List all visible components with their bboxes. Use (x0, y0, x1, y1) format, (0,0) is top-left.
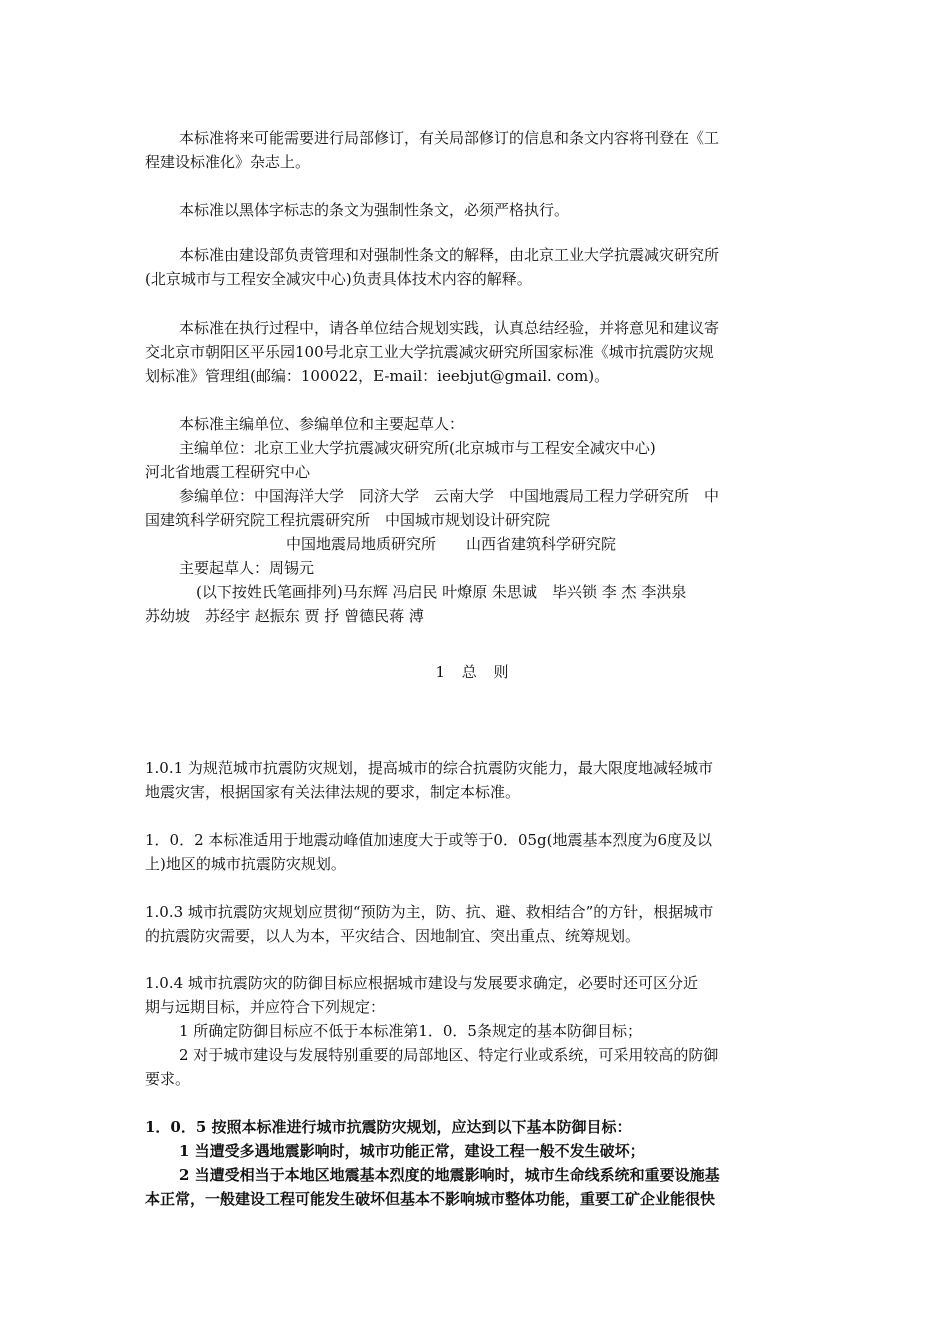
text-line: (以下按姓氏笔画排列)马东辉 冯启民 叶燎原 朱思诚 毕兴锁 李 杰 李洪泉 (196, 583, 687, 601)
text-line: 本标准以黑体字标志的条文为强制性条文，必须严格执行。 (179, 201, 570, 219)
text-line: 期与远期目标，并应符合下列规定： (145, 998, 386, 1016)
text-line: 河北省地震工程研究中心 (145, 463, 311, 481)
paragraph-mandatory (145, 198, 810, 222)
text-line: 要求。 (145, 1070, 191, 1088)
text-line: 苏幼坡 苏经宇 赵振东 贾 抒 曾德民蒋 溥 (145, 607, 424, 625)
text-line: 参编单位：中国海洋大学 同济大学 云南大学 中国地震局工程力学研究所 中 (179, 487, 720, 505)
text-line: 本标准由建设部负责管理和对强制性条文的解释，由北京工业大学抗震减灾研究所 (179, 246, 720, 264)
paragraph-feedback (145, 316, 810, 388)
text-line: 1.0.4 城市抗震防灾的防御目标应根据城市建设与发展要求确定，必要时还可区分近 (145, 974, 698, 992)
text-line: 本标准将来可能需要进行局部修订，有关局部修订的信息和条文内容将刊登在《工 (179, 129, 720, 147)
text-line: 主编单位：北京工业大学抗震减灾研究所(北京城市与工程安全减灾中心) (179, 439, 656, 457)
clause-1-0-5 (145, 1115, 810, 1211)
text-line: 本正常，一般建设工程可能发生破坏但基本不影响城市整体功能，重要工矿企业能很快 (145, 1190, 716, 1208)
text-line: 交北京市朝阳区平乐园100号北京工业大学抗震减灾研究所国家标准《城市抗震防灾规 (145, 343, 714, 361)
text-line: 上)地区的城市抗震防灾规划。 (145, 855, 346, 873)
text-line: 程建设标准化》杂志上。 (145, 153, 311, 171)
text-line: 1 当遭受多遇地震影响时，城市功能正常，建设工程一般不发生破坏； (179, 1142, 645, 1160)
paragraph-revision (145, 126, 810, 174)
text-line: 中国地震局地质研究所 山西省建筑科学研究院 (286, 535, 617, 553)
clause-1-0-3 (145, 900, 810, 948)
chapter-title: 1 总 则 (435, 663, 515, 681)
text-line: 2 对于城市建设与发展特别重要的局部地区、特定行业或系统，可采用较高的防御 (179, 1046, 719, 1064)
text-line: 2 当遭受相当于本地区地震基本烈度的地震影响时，城市生命线系统和重要设施基 (179, 1166, 720, 1184)
text-line: 1．0．2 本标准适用于地震动峰值加速度大于或等于0．05g(地震基本烈度为6度及以 (145, 831, 713, 849)
text-line: 1．0．5 按照本标准进行城市抗震防灾规划，应达到以下基本防御目标： (145, 1118, 632, 1136)
text-line: 1.0.3 城市抗震防灾规划应贯彻“预防为主，防、抗、避、救相结合”的方针，根据城市 (145, 903, 714, 921)
text-line: 1.0.1 为规范城市抗震防灾规划，提高城市的综合抗震防灾能力，最大限度地减轻城市 (145, 759, 713, 777)
text-line: 本标准在执行过程中，请各单位结合规划实践，认真总结经验，并将意见和建议寄 (179, 319, 720, 337)
clause-1-0-2 (145, 828, 810, 876)
clause-1-0-1 (145, 756, 810, 804)
text-line: 划标准》管理组(邮编：100022，E-mail：ieebjut@gmail. com)。 (145, 367, 610, 385)
clause-1-0-4 (145, 971, 810, 1091)
text-line: 1 所确定防御目标应不低于本标准第1．0．5条规定的基本防御目标； (179, 1022, 642, 1040)
text-line: 主要起草人：周锡元 (179, 559, 315, 577)
text-line: (北京城市与工程安全减灾中心)负责具体技术内容的解释。 (145, 270, 532, 288)
paragraph-management (145, 243, 810, 291)
text-line: 本标准主编单位、参编单位和主要起草人： (179, 415, 465, 433)
editors-list (145, 412, 810, 628)
text-line: 国建筑科学研究院工程抗震研究所 中国城市规划设计研究院 (145, 511, 551, 529)
text-line: 的抗震防灾需要，以人为本，平灾结合、因地制宜、突出重点、统筹规划。 (145, 927, 641, 945)
text-line: 地震灾害，根据国家有关法律法规的要求，制定本标准。 (145, 783, 521, 801)
